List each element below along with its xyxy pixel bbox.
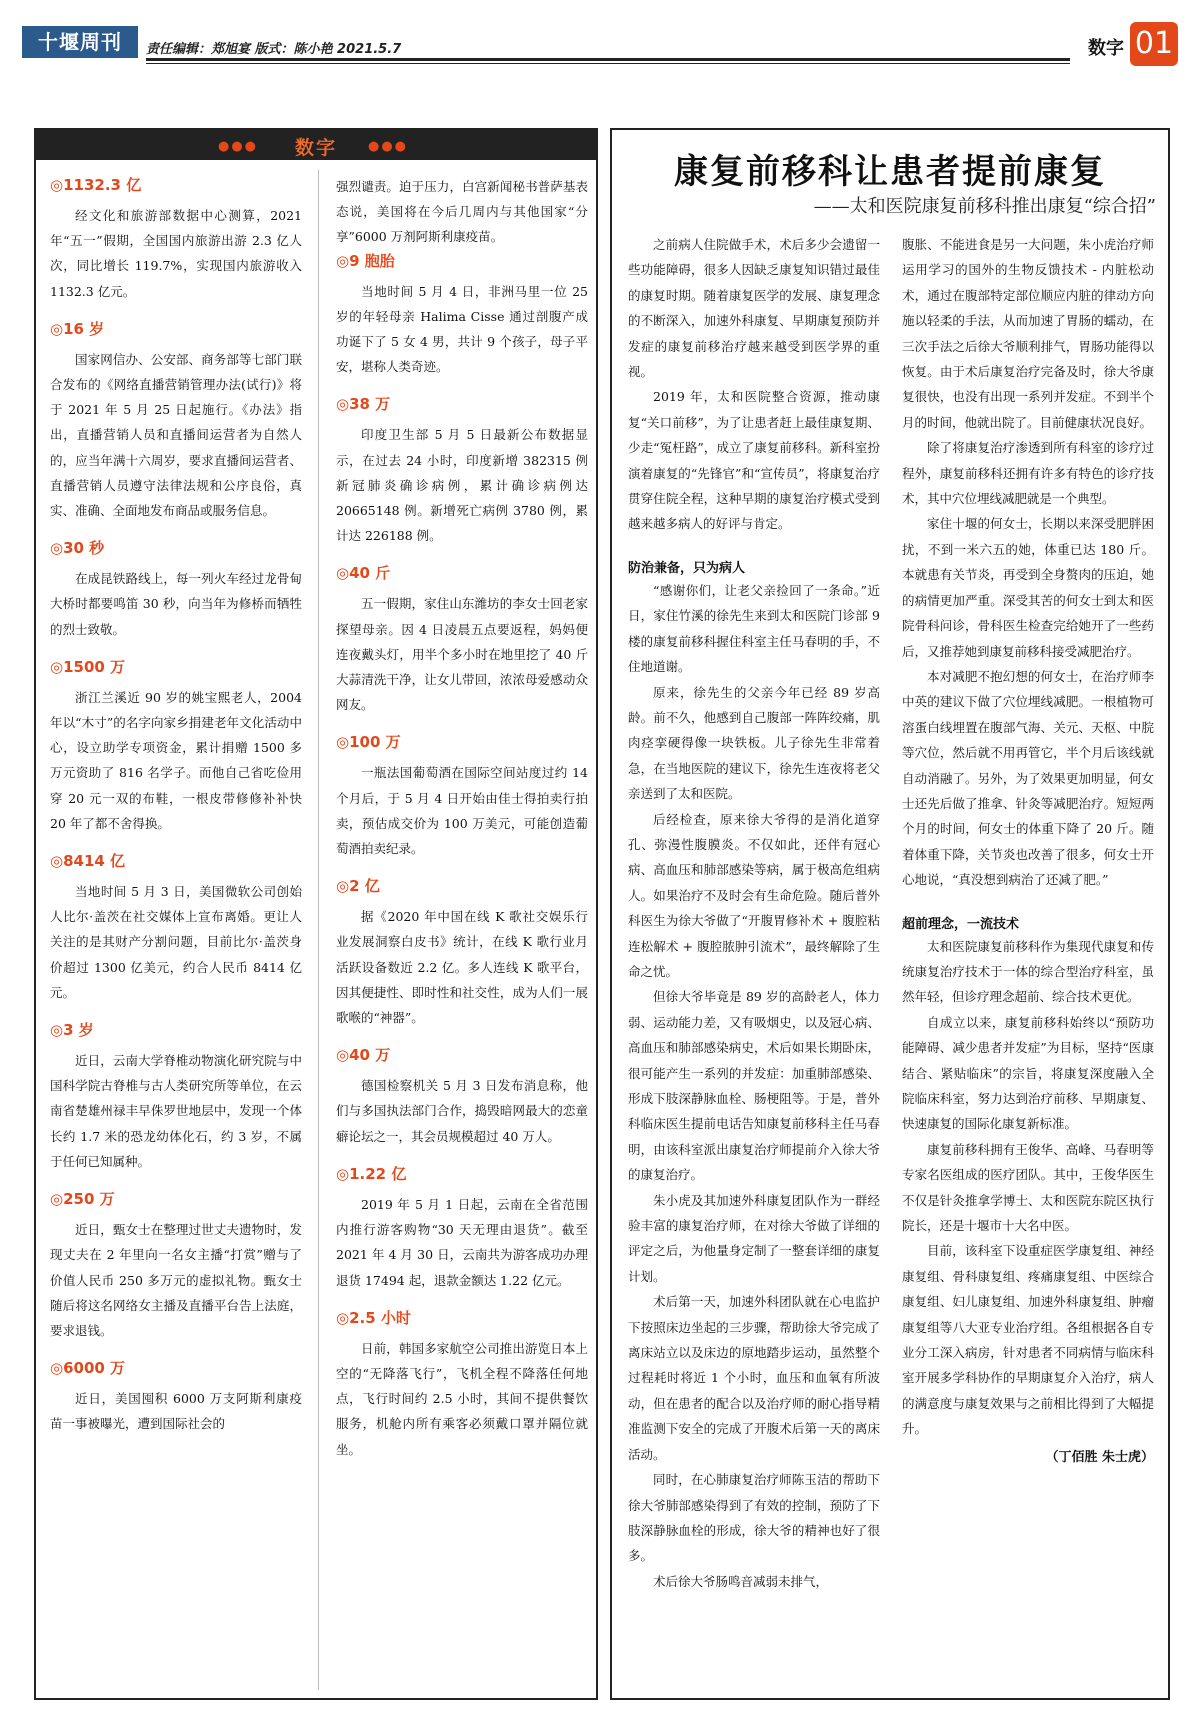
article-paragraph: 术后徐大爷肠鸣音减弱未排气，: [653, 1573, 829, 1589]
article-column-1: [628, 232, 880, 1594]
dots-left-icon: ●●●: [218, 139, 259, 154]
number-text: 五一假期，家住山东潍坊的李女士回老家探望母亲。因 4 日凌晨五点要返程，妈妈便连夜戴头灯，用半个多小时在地里挖了 40 斤大蒜清洗干净，让女儿带回，浓浓母爱感动众网友。: [336, 596, 588, 713]
article-title: 康复前移科让患者提前康复: [674, 152, 1106, 192]
numbers-title-bar: [36, 130, 596, 160]
article-panel: [610, 128, 1170, 1700]
number-text: 近日，云南大学脊椎动物演化研究院与中国科学院古脊椎与古人类研究所等单位，在云南省楚雄州禄丰早侏罗世地层中，发现一个体长约 1.7 米的恐龙幼体化石，约 3 岁，不属于任何已知属种。: [50, 1053, 302, 1169]
article-subheading: 超前理念，一流技术: [902, 916, 1020, 932]
article-paragraph: “感谢你们，让老父亲捡回了一条命。”近日，家住竹溪的徐先生来到太和医院门诊部 9 楼的康复前移科握住科室主任马春明的手，不住地道谢。: [628, 582, 880, 675]
article-paragraph: 同时，在心肺康复治疗师陈玉洁的帮助下徐大爷肺部感染得到了有效的控制，预防了下肢深静脉血栓的形成，徐大爷的精神也好了很多。: [628, 1472, 880, 1564]
article-paragraph: 太和医院康复前移科作为集现代康复和传统康复治疗技术于一体的综合型治疗科室，虽然年轻，但诊疗理念超前、综合技术更优。: [902, 938, 1154, 1005]
number-text: 浙江兰溪近 90 岁的姚宝熙老人，2004 年以“木寸”的名字向家乡捐建老年文化活动中心，设立助学专项资金，累计捐赠 1500 多万元资助了 816 名学子。而他自己省吃俭用穿 20 元一双的布鞋，一根皮带修修补补快 20 年了都不舍得换。: [50, 689, 302, 831]
article-paragraph: 自成立以来，康复前移科始终以“预防功能障碍、减少患者并发症”为目标，坚持“医康结合、紧贴临床”的宗旨，将康复深度融入全院临床科室，努力达到治疗前移、早期康复、快速康复的国际化康复新标准。: [902, 1014, 1154, 1132]
article-paragraph: 但徐大爷毕竟是 89 岁的高龄老人，体力弱、运动能力差，又有吸烟史，以及冠心病、高血压和肺部感染病史，术后如果长期卧床，很可能产生一系列的并发症：加重肺部感染、形成下肢深静脉血栓、肠梗阻等。于是，普外科临床医生提前电话告知康复前移科主任马春明，由该科室派出康复治疗师提前介入徐大爷的康复治疗。: [628, 989, 880, 1183]
numbers-column-right: [336, 174, 588, 1462]
numbers-panel: [34, 128, 598, 1700]
number-heading: ◎1500 万: [50, 657, 126, 676]
number-text: 近日，美国囤积 6000 万支阿斯利康疫苗一事被曝光，遭到国际社会的: [50, 1391, 302, 1432]
article-paragraph: 本对减肥不抱幻想的何女士，在治疗师李中英的建议下做了穴位埋线减肥。一根植物可溶蛋白线埋置在腹部气海、关元、天枢、中脘等穴位，然后就不用再管它，半个月后该线就自动消融了。另外，为了效果更加明显，何女士还先后做了推拿、针灸等减肥治疗。短短两个月的时间，何女士的体重下降了 20 斤。随着体重下降，关节炎也改善了很多，何女士开心地说，“真没想到病治了还减了肥。”: [902, 668, 1154, 888]
numbers-column-left: [50, 174, 302, 1437]
number-text: 一瓶法国葡萄酒在国际空间站度过约 14 个月后，于 5 月 4 日开始由佳士得拍卖行拍卖，预估成交价为 100 万美元，可能创造葡萄酒拍卖纪录。: [336, 765, 588, 857]
article-paragraph: 朱小虎及其加速外科康复团队作为一群经验丰富的康复治疗师，在对徐大爷做了详细的评定之后，为他量身定制了一整套详细的康复计划。: [628, 1192, 880, 1284]
article-paragraph: 家住十堰的何女士，长期以来深受肥胖困扰，不到一米六五的她，体重已达 180 斤。本就患有关节炎，再受到全身赘肉的压迫，她的病情更加严重。深受其苦的何女士到太和医院骨科问诊，骨科医生检查完给她开了一些药后，又推荐她到康复前移科接受减肥治疗。: [902, 516, 1154, 659]
header-rule: [146, 58, 1070, 61]
number-heading: ◎100 万: [336, 733, 401, 752]
newspaper-logo: 十堰周刊: [22, 26, 138, 58]
number-heading: ◎8414 亿: [50, 852, 126, 871]
page-header: [0, 0, 1200, 76]
number-text: 据《2020 年中国在线 K 歌社交娱乐行业发展洞察白皮书》统计，在线 K 歌行业月活跃设备数近 2.2 亿。多人连线 K 歌平台，因其便捷性、即时性和社交性，成为人们一展歌喉的“神器”。: [336, 909, 588, 1026]
article-paragraph: 原来，徐先生的父亲今年已经 89 岁高龄。前不久，他感到自己腹部一阵阵绞痛，肌肉痉挛硬得像一块铁板。儿子徐先生非常着急，在当地医院的建议下，徐先生连夜将老父亲送到了太和医院。: [628, 684, 880, 802]
number-heading: ◎30 秒: [50, 539, 105, 558]
number-text: 近日，甄女士在整理过世丈夫遗物时，发现丈夫在 2 年里向一名女主播“打赏”赠与了价值人民币 250 多万元的虚拟礼物。甄女士随后将这名网络女主播及直播平台告上法庭，要求退钱。: [50, 1222, 302, 1338]
number-text: 国家网信办、公安部、商务部等七部门联合发布的《网络直播营销管理办法(试行)》将于 2021 年 5 月 25 日起施行。《办法》指出，直播营销人员和直播间运营者为自然人的，应当年满十六周岁，要求直播间运营者、直播营销人员遵守法律法规和公序良俗，真实、准确、全面地发布商品或服务信息。: [50, 351, 302, 519]
number-heading: ◎40 万: [336, 1046, 391, 1065]
article-paragraph: 腹胀、不能进食是另一大问题，朱小虎治疗师运用学习的国外的生物反馈技术 - 内脏松动术，通过在腹部特定部位顺应内脏的律动方向施以轻柔的手法，从而加速了胃肠的蠕动，在三次手法之后徐大爷顺利排气，胃肠功能得以恢复。由于术后康复治疗完备及时，徐大爷康复很快，也没有出现一系列并发症。不到半个月的时间，他就出院了。目前健康状况良好。: [902, 237, 1154, 430]
editor-line: 责任编辑：郑旭宴 版式：陈小艳 2021.5.7: [146, 42, 402, 57]
header-rule-thin: [146, 63, 1070, 64]
article-column-2: [902, 232, 1154, 1465]
number-text: 印度卫生部 5 月 5 日最新公布数据显示，在过去 24 小时，印度新增 382315 例新冠肺炎确诊病例，累计确诊病例达 20665148 例。新增死亡病例 3780 例，累计达 226188 例。: [336, 427, 588, 544]
dots-right-icon: ●●●: [368, 139, 409, 154]
section-name: 数字: [1088, 38, 1124, 59]
article-credit: （丁佰胜 朱士虎）: [1045, 1449, 1154, 1465]
article-subheading: 防治兼备，只为病人: [628, 560, 746, 576]
article-paragraph: 之前病人住院做手术，术后多少会遗留一些功能障碍，很多人因缺乏康复知识错过最佳的康复时期。随着康复医学的发展、康复理念的不断深入，加速外科康复、早期康复预防并发症的康复前移治疗越来越受到医学界的重视。: [628, 237, 880, 380]
article-paragraph: 2019 年，太和医院整合资源，推动康复“关口前移”，为了让患者赶上最佳康复期、少走“冤枉路”，成立了康复前移科。新科室扮演着康复的“先锋官”和“宣传员”，将康复治疗贯穿住院全程，这种早期的康复治疗模式受到越来越多病人的好评与肯定。: [628, 389, 880, 532]
number-heading: ◎3 岁: [50, 1021, 94, 1040]
number-text: 当地时间 5 月 3 日，美国微软公司创始人比尔·盖茨在社交媒体上宣布离婚。更让人关注的是其财产分割问题，目前比尔·盖茨身价超过 1300 亿美元，约合人民币 8414 亿元。: [50, 884, 302, 1000]
page-number: 01: [1130, 22, 1178, 66]
number-text: 当地时间 5 月 4 日，非洲马里一位 25 岁的年轻母亲 Halima Cisse 通过剖腹产成功诞下了 5 女 4 男，共计 9 个孩子，母子平安，堪称人类奇迹。: [336, 283, 588, 375]
number-heading: ◎250 万: [50, 1190, 115, 1209]
number-text: 德国检察机关 5 月 3 日发布消息称，他们与多国执法部门合作，捣毁暗网最大的恋童癖论坛之一，其会员规模超过 40 万人。: [336, 1078, 588, 1144]
article-paragraph: 目前，该科室下设重症医学康复组、神经康复组、骨科康复组、疼痛康复组、中医综合康复组、妇儿康复组、加速外科康复组、肿瘤康复组等八大亚专业治疗组。各组根据各自专业分工深入病房，针对患者不同病情与临床科室开展多学科协作的早期康复介入治疗，病人的满意度与康复效果与之前相比得到了大幅提升。: [902, 1243, 1154, 1437]
number-heading: ◎40 斤: [336, 564, 391, 583]
continued-text: 强烈谴责。迫于压力，白宫新闻秘书普萨基表态说，美国将在今后几周内与其他国家“分享”6000 万剂阿斯利康疫苗。: [336, 179, 588, 245]
number-text: 在成昆铁路线上，每一列火车经过龙骨甸大桥时都要鸣笛 30 秒，向当年为修桥而牺牲的烈士致敬。: [50, 571, 302, 637]
number-text: 日前，韩国多家航空公司推出游览日本上空的“无降落飞行”，飞机全程不降落任何地点，飞行时间约 2.5 小时，其间不提供餐饮服务，机舱内所有乘客必须戴口罩并隔位就坐。: [336, 1340, 588, 1457]
number-heading: ◎2 亿: [336, 877, 380, 896]
number-heading: ◎6000 万: [50, 1359, 126, 1378]
article-paragraph: 后经检查，原来徐大爷得的是消化道穿孔、弥漫性腹膜炎。不仅如此，还伴有冠心病、高血压和肺部感染等病，属于极高危组病人。如果治疗不及时会有生命危险。随后普外科医生为徐大爷做了“开腹胃修补术 + 腹腔粘连松解术 + 腹腔脓肿引流术”，最终解除了生命之忧。: [628, 811, 880, 979]
number-text: 2019 年 5 月 1 日起，云南在全省范围内推行游客购物“30 天无理由退货”。截至 2021 年 4 月 30 日，云南共为游客成功办理退货 17494 起，退款金额达 1.22 亿元。: [336, 1196, 588, 1288]
article-subtitle: ——太和医院康复前移科推出康复“综合招”: [813, 196, 1156, 217]
column-divider: [318, 170, 319, 1690]
number-heading: ◎1.22 亿: [336, 1164, 407, 1183]
article-paragraph: 康复前移科拥有王俊华、高峰、马春明等专家名医组成的医疗团队。其中，王俊华医生不仅是针灸推拿学博士、太和医院东院区执行院长，还是十堰市十大名中医。: [902, 1141, 1154, 1234]
number-heading: ◎16 岁: [50, 319, 105, 338]
article-paragraph: 除了将康复治疗渗透到所有科室的诊疗过程外，康复前移科还拥有许多有特色的诊疗技术，其中穴位埋线减肥就是一个典型。: [902, 440, 1154, 507]
numbers-title: 数字: [294, 137, 337, 159]
number-heading: ◎38 万: [336, 395, 391, 414]
number-text: 经文化和旅游部数据中心测算，2021 年“五一”假期，全国国内旅游出游 2.3 亿人次，同比增长 119.7%，实现国内旅游收入 1132.3 亿元。: [50, 208, 302, 299]
article-paragraph: 术后第一天，加速外科团队就在心电监护下按照床边坐起的三步骤，帮助徐大爷完成了离床站立以及床边的原地踏步运动，虽然整个过程耗时将近 1 个小时，血压和血氧有所波动，但在患者的配合以及治疗师的耐心指导精准监测下安全的完成了开腹术后第一天的离床活动。: [628, 1294, 880, 1462]
number-heading: ◎9 胞胎: [336, 251, 395, 270]
number-heading: ◎2.5 小时: [336, 1308, 411, 1327]
number-heading: ◎1132.3 亿: [50, 176, 142, 194]
